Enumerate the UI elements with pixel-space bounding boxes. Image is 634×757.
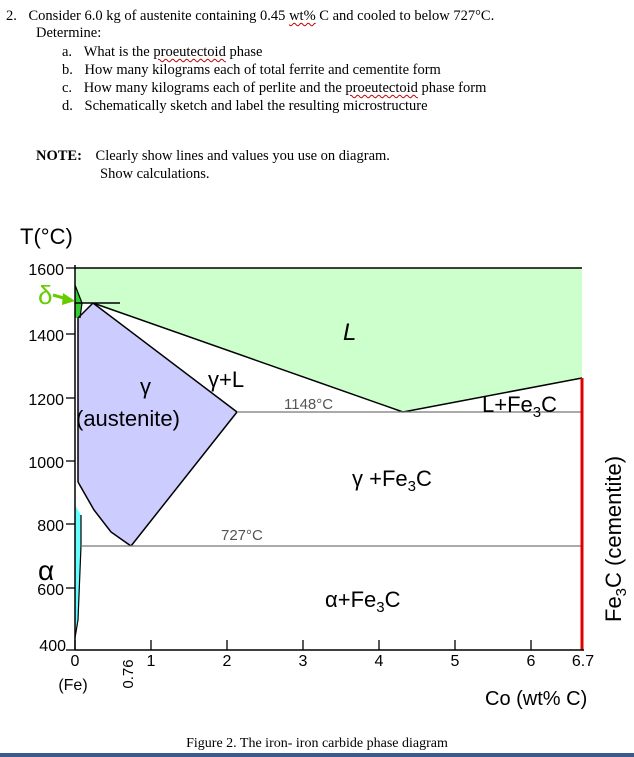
x-tick-label: 4 <box>374 653 384 670</box>
delta-arrow-head <box>62 293 75 305</box>
x-tick-label: 1 <box>146 653 156 670</box>
cementite-label: $Fe_3C$ (cementite) <box>601 455 630 622</box>
note-text-1: Clearly show lines and values you use on diagram. <box>95 148 390 164</box>
alpha-plus-cementite-label: $\alpha+Fe_3C$ <box>325 587 401 616</box>
item-text-end: phase <box>225 44 263 60</box>
x-tick-label: 2 <box>222 653 232 670</box>
x-axis-label: Co (wt% C) <box>485 688 588 710</box>
x-origin-sublabel: (Fe) <box>58 677 88 694</box>
figure-caption: Figure 2. The iron- iron carbide phase diagram <box>186 736 448 751</box>
y-tick-label: 1400 <box>28 328 64 345</box>
gamma-plus-cementite-label: $\gamma +Fe_3C$ <box>352 466 432 495</box>
x-tick-label: 6 <box>526 653 536 670</box>
x-tick-label: 3 <box>298 653 308 670</box>
item-text-end: phase form <box>417 80 487 96</box>
y-tick-label: 1200 <box>28 392 64 409</box>
eutectoid-composition-label: 0.76 <box>120 659 137 689</box>
item-text: What is the <box>83 44 154 60</box>
item-letter: c. <box>62 80 73 96</box>
y-tick-label: 1600 <box>28 262 64 279</box>
liquid-label: L <box>343 319 357 346</box>
problem-determine: Determine: <box>36 25 102 41</box>
item-letter: a. <box>62 44 73 60</box>
item-text: How many kilograms each of total ferrite and cementite form <box>84 62 441 78</box>
alpha-label: α <box>38 555 55 586</box>
x-tick-label: 6.7 <box>571 653 595 670</box>
note-line-2: Show calculations. <box>100 166 210 182</box>
bottom-divider <box>0 753 634 757</box>
austenite-label: (austenite) <box>76 406 180 431</box>
note-label: NOTE: <box>36 148 82 164</box>
y-axis-label: T(°C) <box>20 224 73 249</box>
y-tick-label: 400 <box>39 638 66 655</box>
gamma-symbol: γ <box>140 374 151 399</box>
item-text: How many kilograms each of perlite and the <box>83 80 346 96</box>
y-tick-label: 800 <box>37 518 64 535</box>
delta-label: δ <box>38 280 53 310</box>
liquid-plus-cementite-label: $L+Fe_3C$ <box>482 392 557 421</box>
gamma-plus-liquid-label: γ+L <box>208 367 245 392</box>
problem-number: 2. <box>6 8 17 24</box>
item-squiggle-word: proeutectoid <box>153 44 226 60</box>
item-letter: d. <box>62 98 73 114</box>
x-tick-label: 0 <box>70 653 80 670</box>
x-tick-label: 5 <box>450 653 460 670</box>
eutectoid-isotherm-label: 727°C <box>221 527 263 544</box>
y-tick-label: 600 <box>37 582 64 599</box>
item-text: Schematically sketch and label the resulting microstructure <box>84 98 428 114</box>
eutectic-isotherm-label: 1148°C <box>284 396 334 413</box>
problem-intro-2: C and cooled to below 727°C. <box>315 8 495 24</box>
y-tick-label: 1000 <box>28 455 64 472</box>
item-squiggle-word: proeutectoid <box>345 80 418 96</box>
item-letter: b. <box>62 62 73 78</box>
problem-intro-wt: wt% <box>289 8 316 24</box>
problem-intro-1: Consider 6.0 kg of austenite containing 0.45 <box>28 8 290 24</box>
